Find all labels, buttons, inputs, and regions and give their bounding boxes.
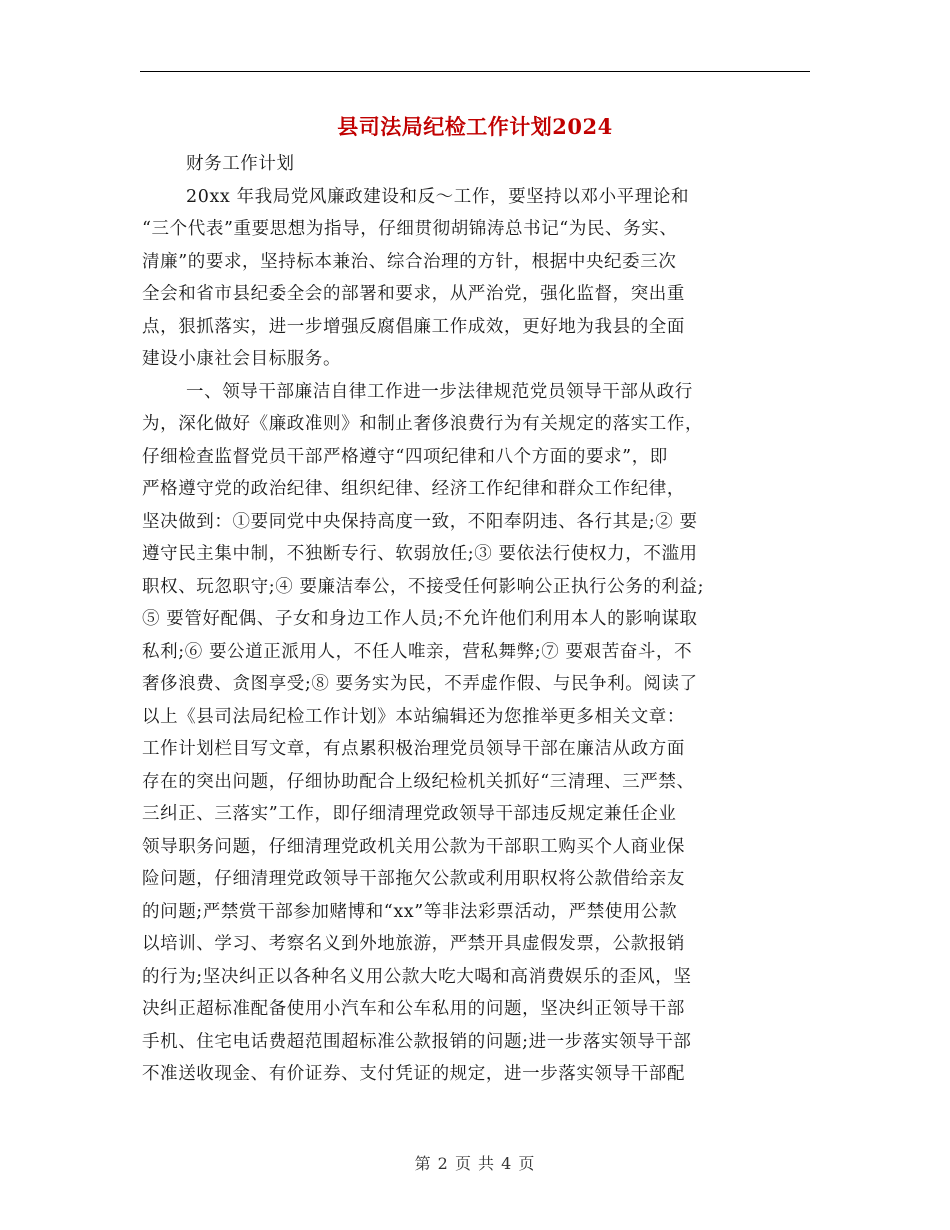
paragraph-line: 点，狠抓落实，进一步增强反腐倡廉工作成效，更好地为我县的全面 <box>142 316 685 337</box>
paragraph-line: 存在的突出问题，仔细协助配合上级纪检机关抓好“三清理、三严禁、 <box>142 771 695 792</box>
paragraph-line: 的行为;坚决纠正以各种名义用公款大吃大喝和高消费娱乐的歪风，坚 <box>142 966 692 987</box>
document-title: 县司法局纪检工作计划2024 <box>337 114 613 139</box>
paragraph-line: 全会和省市县纪委全会的部署和要求，从严治党，强化监督，突出重 <box>142 284 685 304</box>
paragraph-line: 领导职务问题，仔细清理党政机关用公款为干部职工购买个人商业保 <box>142 836 685 857</box>
paragraph-line: 不准送收现金、有价证券、支付凭证的规定，进一步落实领导干部配 <box>142 1064 685 1084</box>
paragraph-line: 遵守民主集中制，不独断专行、软弱放任;③ 要依法行使权力，不滥用 <box>142 544 698 564</box>
paragraph-line: 坚决做到：①要同党中央保持高度一致，不阳奉阴违、各行其是;② 要 <box>142 511 698 532</box>
paragraph-line: ⑤ 要管好配偶、子女和身边工作人员;不允许他们利用本人的影响谋取 <box>142 609 698 629</box>
subheading-line: 财务工作计划 <box>186 154 295 174</box>
paragraph-line: 险问题，仔细清理党政领导干部拖欠公款或利用职权将公款借给亲友 <box>142 869 685 889</box>
paragraph-line: 一、领导干部廉洁自律工作进一步法律规范党员领导干部从政行 <box>186 381 693 402</box>
page-number-footer: 第 2 页 共 4 页 <box>414 1154 536 1173</box>
paragraph-line: 严格遵守党的政治纪律、组织纪律、经济工作纪律和群众工作纪律， <box>142 479 685 499</box>
paragraph-line: 仔细检查监督党员干部严格遵守“四项纪律和八个方面的要求”，即 <box>142 446 668 467</box>
paragraph-line: 20xx 年我局党风廉政建设和反～工作，要坚持以邓小平理论和 <box>186 186 690 207</box>
paragraph-line: 清廉”的要求，坚持标本兼治、综合治理的方针，根据中央纪委三次 <box>142 251 677 272</box>
paragraph-line: 决纠正超标准配备使用小汽车和公车私用的问题，坚决纠正领导干部 <box>142 999 685 1019</box>
paragraph-line: 以上《县司法局纪检工作计划》本站编辑还为您推举更多相关文章： <box>142 706 685 727</box>
paragraph-line: 工作计划栏目写文章，有点累积极治理党员领导干部在廉洁从政方面 <box>142 739 685 759</box>
paragraph-line: 的问题;严禁赏干部参加赌博和“xx”等非法彩票活动，严禁使用公款 <box>142 901 678 922</box>
paragraph-line: 三纠正、三落实”工作，即仔细清理党政领导干部违反规定兼任企业 <box>142 804 677 824</box>
paragraph-line: 为，深化做好《廉政准则》和制止奢侈浪费行为有关规定的落实工作， <box>142 414 704 434</box>
paragraph-line: 建设小康社会目标服务。 <box>142 349 342 369</box>
paragraph-line: 以培训、学习、考察名义到外地旅游，严禁开具虚假发票，公款报销 <box>142 934 685 954</box>
paragraph-line: “三个代表”重要思想为指导，仔细贯彻胡锦涛总书记“为民、务实、 <box>142 219 678 239</box>
paragraph-line: 职权、玩忽职守;④ 要廉洁奉公，不接受任何影响公正执行公务的利益; <box>142 576 705 597</box>
paragraph-line: 奢侈浪费、贪图享受;⑧ 要务实为民，不弄虚作假、与民争利。阅读了 <box>142 674 698 694</box>
document-body <box>142 148 814 1091</box>
header-rule <box>140 71 810 72</box>
paragraph-line: 手机、住宅电话费超范围超标准公款报销的问题;进一步落实领导干部 <box>142 1031 692 1052</box>
paragraph-line: 私利;⑥ 要公道正派用人，不任人唯亲，营私舞弊;⑦ 要艰苦奋斗，不 <box>142 641 693 662</box>
